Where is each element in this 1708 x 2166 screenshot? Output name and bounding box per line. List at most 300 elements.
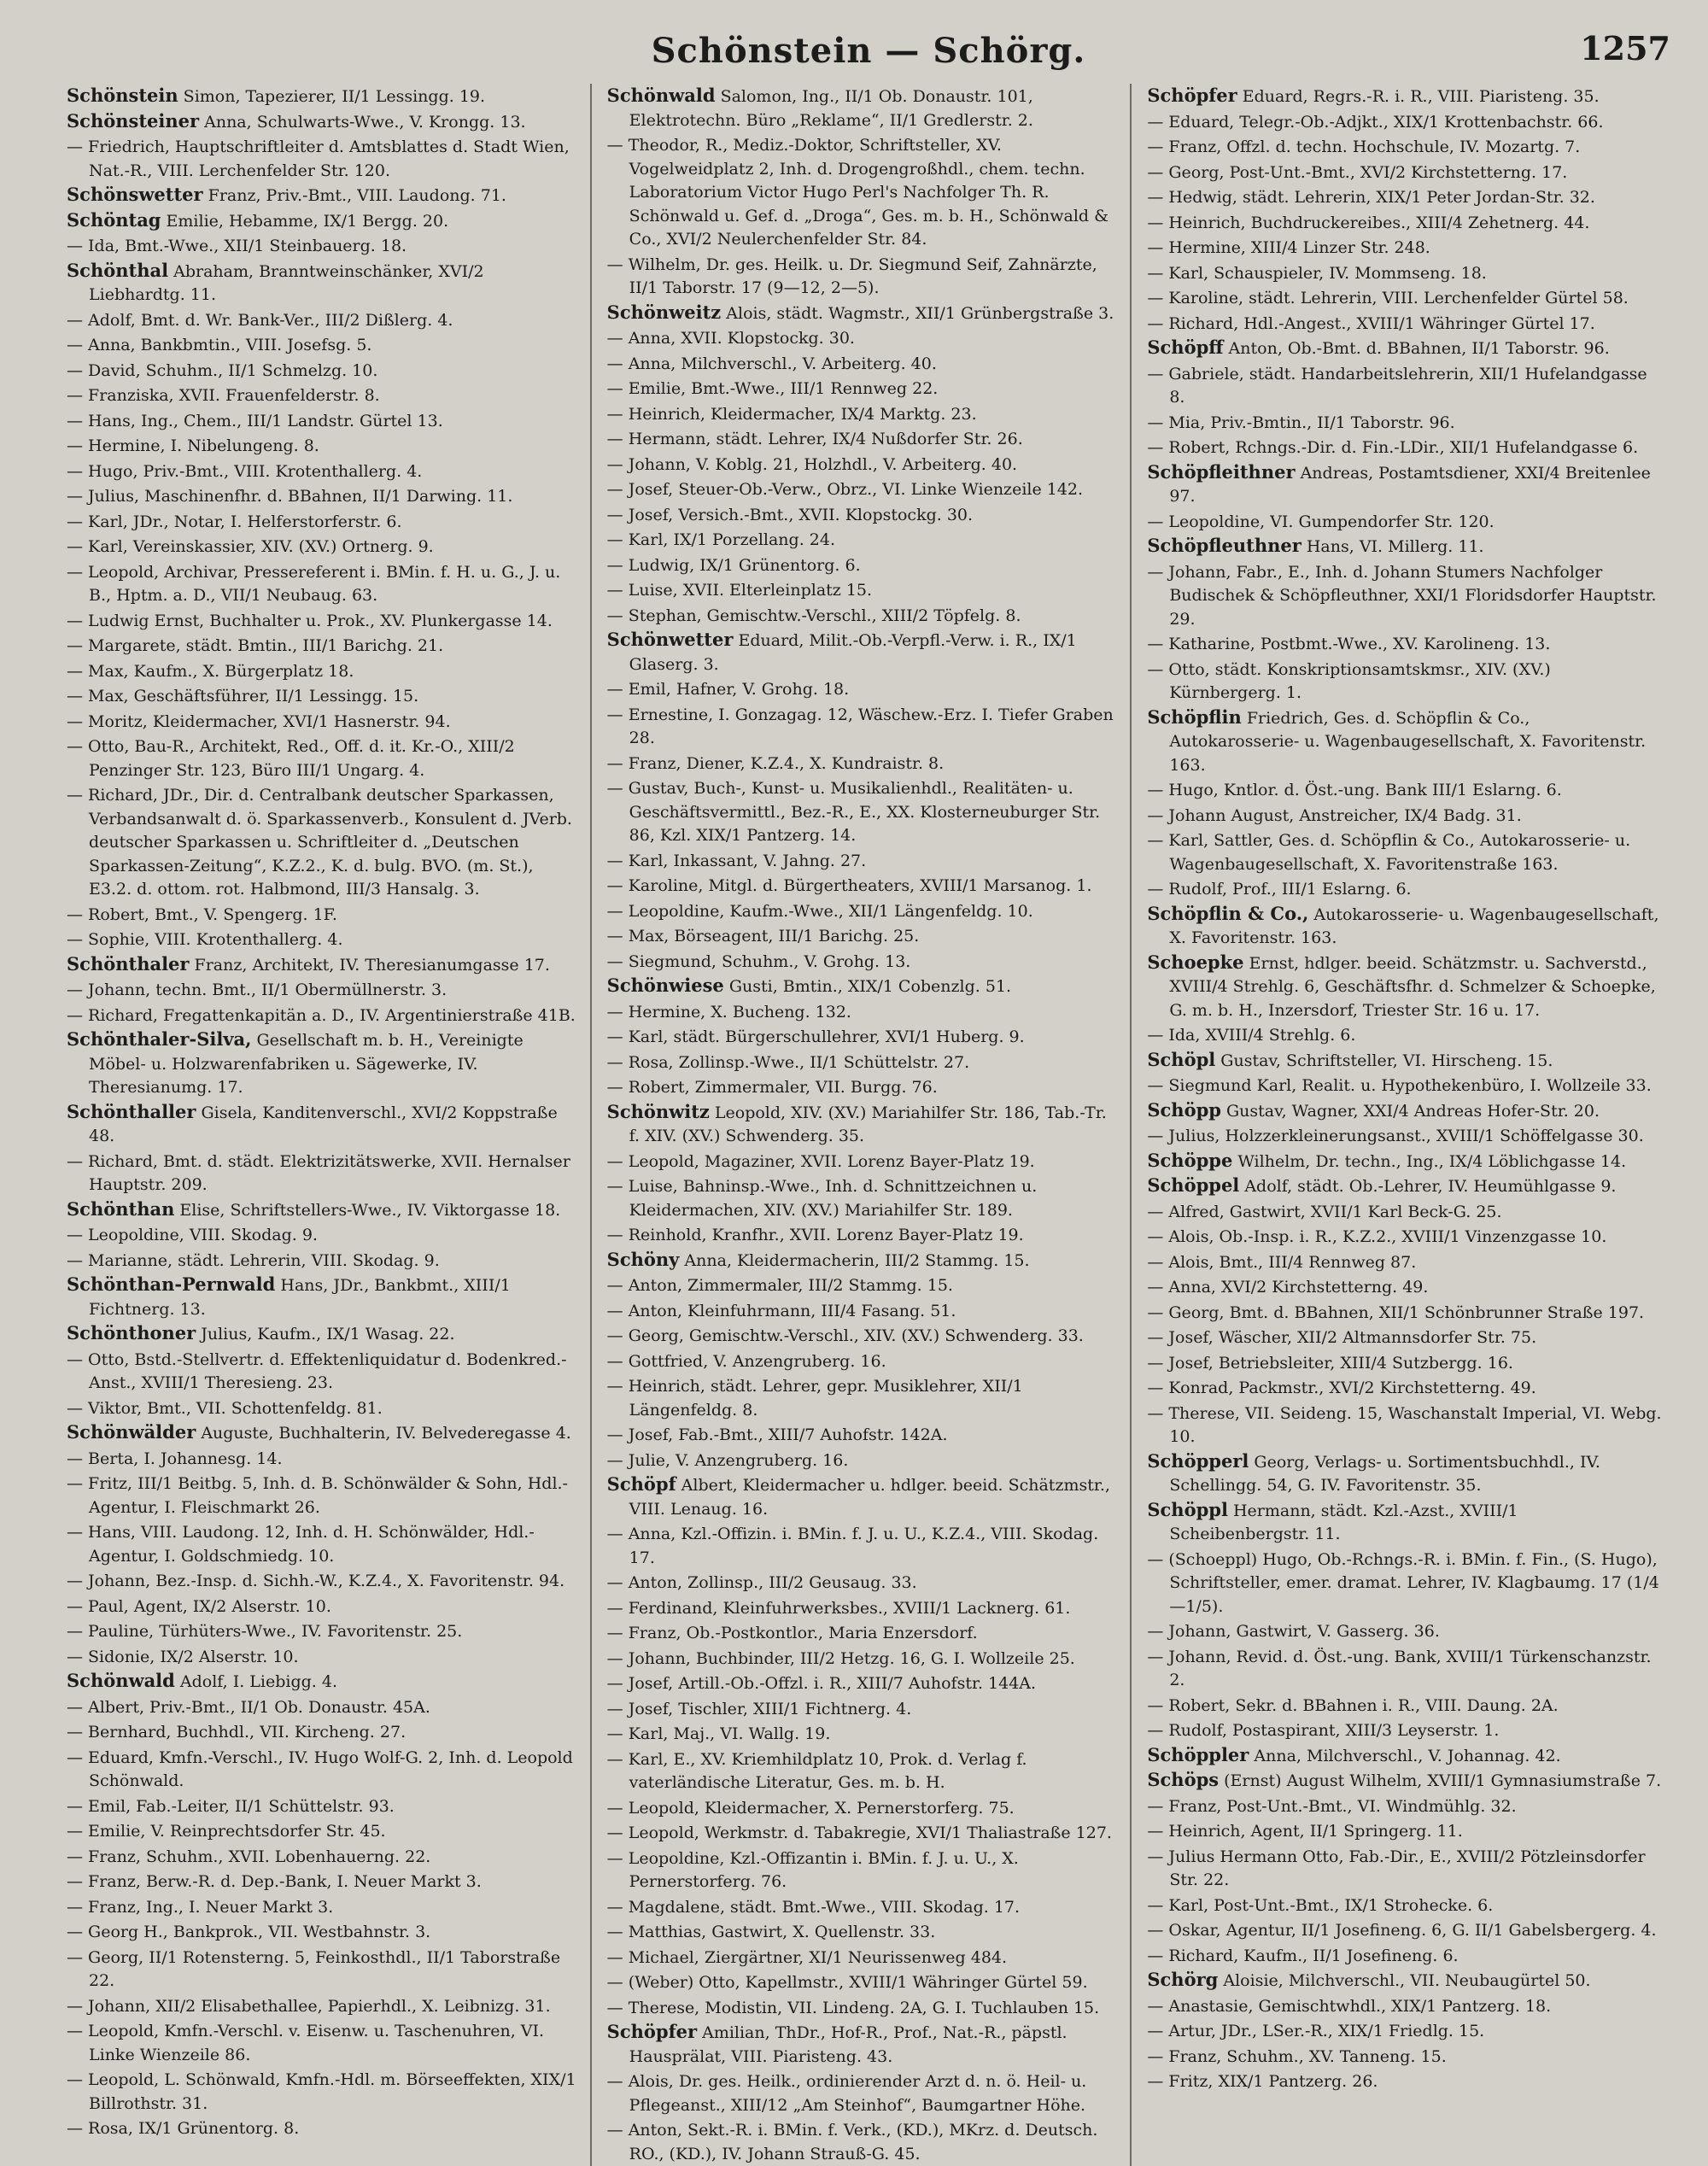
directory-entry <box>607 477 1122 502</box>
directory-entry <box>607 1323 1122 1349</box>
directory-entry <box>607 676 1122 702</box>
entry-text: — Leopold, Kleidermacher, X. Pernerstorferg. 75. <box>606 1798 1015 1818</box>
directory-entry <box>1147 435 1662 460</box>
directory-entry <box>607 401 1122 427</box>
directory-entry <box>1147 559 1662 632</box>
entry-text: — Fritz, XIX/1 Pantzerg. 26. <box>1147 2072 1378 2091</box>
directory-entry <box>1147 84 1662 109</box>
entry-text: — Leopold, L. Schönwald, Kmfn.-Hdl. m. Börseeffekten, XIX/1 Billrothstr. 31. <box>67 2070 576 2113</box>
directory-entry <box>607 999 1122 1025</box>
entry-text: — Robert, Sekr. d. BBahnen i. R., VIII. Daung. 2A. <box>1147 1695 1559 1715</box>
entry-text: — Karl, E., XV. Kriemhildplatz 10, Prok. d. Verlag f. vaterländische Literatur, Ges. m. b. H. <box>606 1749 1027 1792</box>
directory-entry <box>67 1794 582 1819</box>
entry-text: — (Weber) Otto, Kapellmstr., XVIII/1 Währinger Gürtel 59. <box>606 1973 1088 1992</box>
entry-text: Albert, Kleidermacher u. hdlger. beeid. Schätzmstr., VIII. Lenaug. 16. <box>629 1476 1110 1519</box>
directory-entry <box>1147 1375 1662 1401</box>
entry-text: — Paul, Agent, IX/2 Alserstr. 10. <box>67 1596 331 1616</box>
directory-column <box>607 84 1132 2166</box>
entry-text: Wilhelm, Dr. techn., Ing., IX/4 Löblichgasse 14. <box>1237 1151 1627 1171</box>
directory-entry <box>1147 1449 1662 1498</box>
directory-entry <box>1147 1224 1662 1250</box>
entry-text: — Friedrich, Hauptschriftleiter d. Amtsblattes d. Stadt Wien, Nat.-R., VIII. Lerchenfelder Str. 120. <box>67 138 570 180</box>
directory-entry <box>1147 1174 1662 1199</box>
entry-text: Ernst, hdlger. beeid. Schätzmstr. u. Sachverstd., XVIII/4 Strehlg. 6, Geschäftsfhr. d. Schmelzer & Schoepke, G. m. b. H., Inzersdorf, Triester Str. 16 u. 17. <box>1169 953 1656 1020</box>
directory-entry <box>1147 777 1662 803</box>
entry-text: — Luise, XVII. Elterleinplatz 15. <box>606 581 873 600</box>
entry-surname: Schönthaller <box>67 1100 196 1122</box>
entry-text: — Robert, Rchngs.-Dir. d. Fin.-LDir., XII/1 Hufelandgasse 6. <box>1147 438 1639 457</box>
directory-entry <box>1147 1350 1662 1376</box>
entry-text: — (Schoeppl) Hugo, Ob.-Rchngs.-R. i. BMin. f. Fin., (S. Hugo), Schriftsteller, emer. dramat. Lehrer, IV. Klagbaumg. 17 (1/4—1/5). <box>1147 1549 1659 1616</box>
entry-text: — Richard, Bmt. d. städt. Elektrizitätswerke, XVII. Hernalser Hauptstr. 209. <box>67 1151 570 1194</box>
entry-text: — Robert, Bmt., V. Spengerg. 1F. <box>67 904 337 924</box>
directory-entry <box>607 1945 1122 1970</box>
directory-entry <box>1147 902 1662 951</box>
entry-text: — Alois, Ob.-Insp. i. R., K.Z.2., XVIII/1 Vinzenzgasse 10. <box>1147 1227 1607 1246</box>
entry-text: — Ida, XVIII/4 Strehlg. 6. <box>1147 1026 1356 1045</box>
entry-text: — Anton, Zimmermaler, III/2 Stammg. 15. <box>606 1276 953 1295</box>
entry-text: — Otto, Bau-R., Architekt, Red., Off. d. it. Kr.-O., XIII/2 Penzinger Str. 123, Büro III/1 Ungarg. 4. <box>67 737 515 780</box>
entry-text: — Max, Börseagent, III/1 Barichg. 25. <box>606 927 920 945</box>
directory-entry <box>67 1745 582 1794</box>
entry-text: — Georg, II/1 Rotensterng. 5, Feinkosthdl., II/1 Taborstraße 22. <box>67 1947 561 1990</box>
directory-entry <box>67 534 582 559</box>
directory-entry <box>67 84 582 109</box>
entry-text: Julius, Kaufm., IX/1 Wasag. 22. <box>201 1325 455 1344</box>
directory-entry <box>1147 1199 1662 1225</box>
entry-surname: Schönweitz <box>606 301 722 323</box>
directory-entry <box>607 376 1122 401</box>
directory-entry <box>1147 336 1662 361</box>
directory-entry <box>607 1846 1122 1894</box>
entry-text: Auguste, Buchhalterin, IV. Belvederegasse 4. <box>201 1424 571 1443</box>
entry-text: — Max, Geschäftsführer, II/1 Lessingg. 15. <box>67 687 419 705</box>
directory-column <box>67 84 592 2166</box>
directory-entry <box>67 307 582 333</box>
entry-text: Andreas, Postamtsdiener, XXI/4 Breitenlee 97. <box>1169 463 1651 506</box>
directory-entry <box>67 509 582 535</box>
directory-entry <box>67 927 582 952</box>
directory-entry <box>1147 828 1662 876</box>
directory-entry <box>607 1620 1122 1646</box>
entry-text: — Siegmund, Schuhm., V. Grohg. 13. <box>606 951 911 971</box>
directory-entry <box>67 1420 582 1446</box>
entry-surname: Schörg <box>1147 1969 1219 1990</box>
entry-text: — Josef, Tischler, XIII/1 Fichtnerg. 4. <box>606 1699 912 1718</box>
entry-text: — Karl, Schauspieler, IV. Mommseng. 18. <box>1147 263 1487 283</box>
page-title: Schönstein — Schörg. <box>651 31 1086 71</box>
entry-surname: Schönsteiner <box>67 109 200 132</box>
directory-entry <box>607 603 1122 629</box>
entry-text: Gustav, Schriftsteller, VI. Hirscheng. 15. <box>1220 1051 1553 1070</box>
directory-entry <box>67 683 582 709</box>
directory-entry <box>67 608 582 634</box>
entry-text: — David, Schuhm., II/1 Schmelzg. 10. <box>67 360 378 380</box>
directory-entry <box>67 1100 582 1149</box>
directory-entry <box>1147 876 1662 902</box>
directory-entry <box>607 776 1122 848</box>
entry-text: — Hedwig, städt. Lehrerin, XIX/1 Peter Jordan-Str. 32. <box>1147 188 1595 207</box>
directory-entry <box>1147 1274 1662 1300</box>
directory-entry <box>607 1149 1122 1174</box>
directory-entry <box>67 1273 582 1321</box>
directory-entry <box>67 1471 582 1519</box>
entry-text: Gesellschaft m. b. H., Vereinigte Möbel- u. Holzwarenfabriken u. Sägewerke, IV. Theresianumg. 17. <box>89 1031 524 1097</box>
entry-text: — Sidonie, IX/2 Alserstr. 10. <box>67 1647 299 1666</box>
entry-text: — Leopold, Archivar, Pressereferent i. BMin. f. H. u. G., J. u. B., Hptm. a. D., VII/1 Neubaug. 63. <box>67 562 561 605</box>
directory-entry <box>1147 2044 1662 2069</box>
entry-text: Franz, Priv.-Bmt., VIII. Laudong. 71. <box>208 186 506 205</box>
directory-entry <box>1147 1022 1662 1048</box>
directory-entry <box>67 1321 582 1347</box>
directory-entry <box>67 1594 582 1619</box>
entry-text: — Berta, I. Johannesg. 14. <box>67 1449 283 1468</box>
directory-entry <box>1147 311 1662 337</box>
entry-text: — Ferdinand, Kleinfuhrwerksbes., XVIII/1 Lacknerg. 61. <box>606 1598 1071 1618</box>
directory-entry <box>607 1894 1122 1920</box>
directory-entry <box>1147 2018 1662 2044</box>
directory-entry <box>607 84 1122 132</box>
directory-entry <box>607 1422 1122 1448</box>
entry-text: — Franz, Post-Unt.-Bmt., VI. Windmühlg. 32. <box>1147 1796 1517 1816</box>
directory-entry <box>607 426 1122 452</box>
entry-text: — Otto, städt. Konskriptionsamtskmsr., XIV. (XV.) Kürnbergerg. 1. <box>1147 659 1551 702</box>
directory-entry <box>607 301 1122 326</box>
entry-surname: Schöppler <box>1147 1743 1249 1765</box>
entry-text: — Leopold, Werkmstr. d. Tabakregie, XVI/1 Thaliastraße 127. <box>606 1824 1112 1842</box>
entry-text: — Ernestine, I. Gonzagag. 12, Wäschew.-Erz. I. Tiefer Graben 28. <box>606 705 1114 747</box>
entry-text: (Ernst) August Wilhelm, XVIII/1 Gymnasiumstraße 7. <box>1224 1771 1662 1790</box>
page-header <box>67 24 1670 84</box>
directory-entry <box>1147 235 1662 261</box>
entry-text: — Rudolf, Prof., III/1 Eslarng. 6. <box>1147 880 1412 899</box>
directory-entry <box>1147 657 1662 705</box>
entry-text: — Alfred, Gastwirt, XVII/1 Karl Beck-G. 25. <box>1147 1202 1502 1221</box>
directory-entry <box>1147 1968 1662 1993</box>
directory-entry <box>1147 1073 1662 1098</box>
directory-entry <box>607 1174 1122 1222</box>
directory-entry <box>607 2117 1122 2166</box>
entry-text: — Karl, städt. Bürgerschullehrer, XVI/1 Huberg. 9. <box>606 1027 1025 1046</box>
entry-text: — Ida, Bmt.-Wwe., XII/1 Steinbauerg. 18. <box>67 237 407 255</box>
entry-text: — Julius, Holzzerkleinerungsanst., XVIII/1 Schöffelgasse 30. <box>1147 1127 1644 1145</box>
directory-entry <box>607 628 1122 676</box>
entry-text: — Rosa, Zollinsp.-Wwe., II/1 Schüttelstr. 27. <box>606 1052 970 1072</box>
directory-entry <box>67 383 582 408</box>
directory-entry <box>67 459 582 484</box>
entry-text: — Albert, Priv.-Bmt., II/1 Ob. Donaustr. 45A. <box>67 1697 430 1717</box>
entry-text: — Hans, Ing., Chem., III/1 Landstr. Gürtel 13. <box>67 411 443 430</box>
entry-text: — Leopoldine, Kzl.-Offizantin i. BMin. f. J. u. U., X. Pernerstorferg. 76. <box>606 1848 1019 1891</box>
entry-text: — Emilie, Bmt.-Wwe., III/1 Rennweg 22. <box>606 379 939 398</box>
entry-text: — Julius, Maschinenfhr. d. BBahnen, II/1 Darwing. 11. <box>67 487 513 506</box>
entry-text: — Otto, Bstd.-Stellvertr. d. Effektenliquidatur d. Bodenkred.-Anst., XVIII/1 Theresieng. 23. <box>67 1349 567 1392</box>
directory-entry <box>607 949 1122 975</box>
entry-text: — Johann, Revid. d. Öst.-ung. Bank, XVIII/1 Türkenschanzstr. 2. <box>1147 1647 1652 1689</box>
directory-entry <box>607 2020 1122 2069</box>
entry-surname: Schönwetter <box>606 629 734 650</box>
entry-surname: Schönthan <box>67 1197 175 1220</box>
entry-text: — Siegmund Karl, Realit. u. Hypothekenbüro, I. Wollzeile 33. <box>1147 1076 1652 1095</box>
entry-surname: Schöpf <box>606 1473 676 1495</box>
directory-entry <box>607 1570 1122 1595</box>
entry-surname: Schöpperl <box>1147 1449 1249 1472</box>
entry-text: — Emil, Hafner, V. Grohg. 18. <box>606 680 850 699</box>
directory-entry <box>67 1347 582 1396</box>
directory-entry <box>67 902 582 928</box>
directory-entry <box>1147 261 1662 286</box>
entry-text: Emilie, Hebamme, IX/1 Bergg. 20. <box>166 211 449 231</box>
entry-surname: Schönwald <box>67 1670 175 1691</box>
entry-surname: Schöpfleithner <box>1147 460 1296 483</box>
entry-text: — Richard, Kaufm., II/1 Josefineng. 6. <box>1147 1946 1459 1965</box>
entry-surname: Schöppl <box>1147 1498 1228 1520</box>
entry-text: — Anton, Zollinsp., III/2 Geusaug. 33. <box>606 1573 917 1592</box>
entry-surname: Schöpl <box>1147 1048 1216 1070</box>
directory-entry <box>67 408 582 434</box>
directory-entry <box>1147 1644 1662 1693</box>
entry-text: — Karl, Sattler, Ges. d. Schöpflin & Co., Autokarosserie- u. Wagenbaugesellschaft, X. Favoritenstraße 163. <box>1147 831 1631 874</box>
entry-text: — Hermine, I. Nibelungeng. 8. <box>67 436 319 455</box>
entry-text: — Franz, Ing., I. Neuer Markt 3. <box>67 1897 334 1917</box>
directory-entry <box>67 734 582 782</box>
entry-surname: Schöpff <box>1147 337 1224 358</box>
directory-entry <box>1147 1943 1662 1969</box>
directory-entry <box>607 1248 1122 1273</box>
entry-text: Simon, Tapezierer, II/1 Lessingg. 19. <box>183 87 486 106</box>
entry-text: — Theodor, R., Mediz.-Doktor, Schriftsteller, XV. Vogelweidplatz 2, Inh. d. Drogengroßhdl., chem. techn. Laboratorium Victor Hugo Perl's Nachfolger Th. R. Schönwald u. Gef. d. „Droga“, Ges. m. b. H., Schönwald & Co., XVI/2 Neulerchenfelder Str. 84. <box>606 136 1109 249</box>
directory-entry <box>1147 210 1662 236</box>
entry-text: — Karl, IX/1 Porzellang. 24. <box>606 530 835 549</box>
entry-text: — Johann, Fabr., E., Inh. d. Johann Stumers Nachfolger Budischek & Schöpfleuthner, XXI/1 Floridsdorfer Hauptstr. 29. <box>1147 562 1657 629</box>
directory-entry <box>1147 184 1662 210</box>
entry-text: — Alois, Dr. ges. Heilk., ordinierender Arzt d. n. ö. Heil- u. Pflegeanst., XIII/12 „Am Steinhof“, Baumgartner Höhe. <box>606 2072 1087 2115</box>
entry-text: — Georg, Gemischtw.-Verschl., XIV. (XV.) Schwenderg. 33. <box>606 1326 1084 1345</box>
directory-entry <box>1147 160 1662 185</box>
directory-entry <box>67 1446 582 1472</box>
entry-text: — Johann, XII/2 Elisabethallee, Papierhdl., X. Leibnizg. 31. <box>67 1996 551 2016</box>
entry-surname: Schönthan-Pernwald <box>67 1273 276 1295</box>
entry-surname: Schöppe <box>1147 1149 1233 1171</box>
directory-entry <box>67 659 582 684</box>
entry-text: — Josef, Wäscher, XII/2 Altmannsdorfer Str. 75. <box>1147 1328 1537 1347</box>
entry-text: — Matthias, Gastwirt, X. Quellenstr. 33. <box>606 1923 936 1941</box>
directory-entry <box>1147 534 1662 559</box>
entry-text: — Rudolf, Postaspirant, XIII/3 Leyserstr. 1. <box>1147 1721 1500 1740</box>
directory-entry <box>67 1248 582 1273</box>
entry-text: Aloisie, Milchverschl., VII. Neubaugürtel 50. <box>1223 1971 1591 1990</box>
entry-text: Anton, Ob.-Bmt. d. BBahnen, II/1 Taborstr. 96. <box>1228 339 1610 358</box>
directory-entry <box>1147 460 1662 509</box>
entry-text: — Franz, Offzl. d. techn. Hochschule, IV. Mozartg. 7. <box>1147 138 1581 156</box>
entry-text: — Max, Kaufm., X. Bürgerplatz 18. <box>67 661 354 681</box>
directory-entry <box>67 1149 582 1197</box>
entry-text: Salomon, Ing., II/1 Ob. Donaustr. 101, Elektrotechn. Büro „Reklame“, II/1 Gredlerstr. 2. <box>629 87 1033 130</box>
entry-text: — Johann August, Anstreicher, IX/4 Badg. 31. <box>1147 805 1522 825</box>
entry-text: — Hermine, XIII/4 Linzer Str. 248. <box>1147 238 1430 257</box>
entry-surname: Schöpflin & Co., <box>1147 902 1309 924</box>
entry-text: — Richard, Hdl.-Angest., XVIII/1 Währinger Gürtel 17. <box>1147 313 1595 333</box>
entry-text: — Heinrich, Kleidermacher, IX/4 Marktg. 23. <box>606 404 977 424</box>
directory-entry <box>607 1024 1122 1050</box>
entry-text: — Anton, Sekt.-R. i. BMin. f. Verk., (KD.), MKrz. d. Deutsch. RO., (KD.), IV. Johann Strauß-G. 45. <box>606 2121 1098 2163</box>
entry-text: Hans, VI. Millerg. 11. <box>1306 537 1484 556</box>
entry-text: — Johann, techn. Bmt., II/1 Obermüllnerstr. 3. <box>67 981 447 999</box>
directory-entry <box>607 1349 1122 1374</box>
entry-text: Franz, Architekt, IV. Theresianumgasse 17. <box>194 955 550 975</box>
entry-text: — Richard, Fregattenkapitän a. D., IV. Argentinierstraße 41B. <box>67 1005 576 1025</box>
entry-text: — Karoline, Mitgl. d. Bürgertheaters, XVIII/1 Marsanog. 1. <box>606 876 1092 895</box>
entry-text: — Anna, Kzl.-Offizin. i. BMin. f. J. u. U., K.Z.4., VIII. Skodag. 17. <box>606 1525 1099 1567</box>
directory-entry <box>67 259 582 307</box>
directory-entry <box>1147 1768 1662 1794</box>
entry-text: — Therese, VII. Seideng. 15, Waschanstalt Imperial, VI. Webg. 10. <box>1147 1403 1662 1446</box>
directory-entry <box>67 559 582 608</box>
entry-text: — Franziska, XVII. Frauenfelderstr. 8. <box>67 386 380 405</box>
entry-surname: Schoepke <box>1147 951 1244 973</box>
directory-entry <box>1147 803 1662 828</box>
directory-entry <box>67 1894 582 1920</box>
directory-entry <box>607 252 1122 301</box>
directory-entry <box>67 233 582 259</box>
directory-column <box>1147 84 1670 2166</box>
directory-entry <box>1147 951 1662 1023</box>
directory-entry <box>607 1795 1122 1821</box>
entry-text: — Reinhold, Kranfhr., XVII. Lorenz Bayer-Platz 19. <box>606 1226 1024 1244</box>
entry-text: — Josef, Artill.-Ob.-Offzl. i. R., XIII/7 Auhofstr. 144A. <box>606 1674 1037 1693</box>
entry-text: — Josef, Fab.-Bmt., XIII/7 Auhofstr. 142A. <box>606 1425 948 1444</box>
directory-entry <box>607 751 1122 776</box>
entry-text: Abraham, Branntweinschänker, XVI/2 Liebhardtg. 11. <box>89 261 484 304</box>
entry-text: — Johann, V. Koblg. 21, Holzhdl., V. Arbeiterg. 40. <box>606 454 1018 474</box>
directory-entry <box>1147 509 1662 535</box>
entry-surname: Schönthal <box>67 259 169 281</box>
entry-text: — Josef, Steuer-Ob.-Verw., Obrz., VI. Linke Wienzeile 142. <box>606 480 1084 499</box>
entry-text: Hermann, städt. Kzl.-Azst., XVIII/1 Scheibenbergstr. 11. <box>1169 1501 1518 1543</box>
entry-text: — Franz, Ob.-Postkontlor., Maria Enzersdorf. <box>606 1624 978 1642</box>
directory-entry <box>1147 1619 1662 1644</box>
directory-entry <box>607 1373 1122 1422</box>
directory-entry <box>67 1619 582 1644</box>
directory-entry <box>67 1695 582 1720</box>
entry-surname: Schöppel <box>1147 1174 1240 1196</box>
entry-text: Amilian, ThDr., Hof-R., Prof., Nat.-R., päpstl. Hausprälat, VIII. Piaristeng. 43. <box>629 2023 1068 2066</box>
entry-text: Adolf, I. Liebigg. 4. <box>179 1672 338 1691</box>
entry-text: — Mia, Priv.-Bmtin., II/1 Taborstr. 96. <box>1147 413 1455 432</box>
entry-text: — Pauline, Türhüters-Wwe., IV. Favoritenstr. 25. <box>67 1622 463 1641</box>
entry-text: Georg, Verlags- u. Sortimentsbuchhdl., IV. Schellingg. 54, G. IV. Favoritenstr. 35. <box>1169 1452 1600 1495</box>
directory-entry <box>67 1027 582 1100</box>
entry-text: — Leopoldine, VI. Gumpendorfer Str. 120. <box>1147 512 1494 531</box>
entry-text: — Ludwig, IX/1 Grünentorg. 6. <box>606 555 861 575</box>
entry-text: — Leopold, Kmfn.-Verschl. v. Eisenw. u. Taschenuhren, VI. Linke Wienzeile 86. <box>67 2022 545 2064</box>
entry-surname: Schönthaler-Silva, <box>67 1028 252 1050</box>
entry-text: — Anna, Bankbmtin., VIII. Josefsg. 5. <box>67 336 372 354</box>
entry-text: Alois, städt. Wagmstr., XII/1 Grünbergstraße 3. <box>726 303 1114 323</box>
entry-text: — Moritz, Kleidermacher, XVI/1 Hasnerstr. 94. <box>67 711 451 731</box>
directory-entry <box>607 527 1122 553</box>
directory-entry <box>67 2116 582 2141</box>
entry-text: — Sophie, VIII. Krotenthallerg. 4. <box>67 930 343 949</box>
entry-text: — Hermann, städt. Lehrer, IX/4 Nußdorfer Str. 26. <box>606 430 1023 448</box>
entry-text: — Anastasie, Gemischtwhdl., XIX/1 Pantzerg. 18. <box>1147 1996 1552 2016</box>
directory-entry <box>1147 109 1662 135</box>
entry-text: — Robert, Zimmermaler, VII. Burgg. 76. <box>606 1078 938 1097</box>
entry-text: — Leopoldine, Kaufm.-Wwe., XII/1 Längenfeldg. 10. <box>606 901 1033 921</box>
directory-entry <box>67 709 582 735</box>
directory-entry <box>67 109 582 135</box>
directory-entry <box>67 183 582 208</box>
entry-surname: Schönwälder <box>67 1421 196 1443</box>
directory-entry <box>67 1519 582 1568</box>
directory-entry <box>67 1844 582 1870</box>
directory-entry <box>607 1521 1122 1570</box>
entry-text: — Leopoldine, VIII. Skodag. 9. <box>67 1226 318 1244</box>
entry-text: — Hans, VIII. Laudong. 12, Inh. d. H. Schönwälder, Hdl.-Agentur, I. Goldschmiedg. 10. <box>67 1523 535 1566</box>
entry-surname: Schöpfer <box>606 2021 698 2042</box>
directory-entry <box>67 1197 582 1223</box>
directory-entry <box>67 134 582 183</box>
entry-text: — Artur, JDr., LSer.-R., XIX/1 Friedlg. 15. <box>1147 2022 1485 2040</box>
entry-text: — Georg, Bmt. d. BBahnen, XII/1 Schönbrunner Straße 197. <box>1147 1303 1645 1322</box>
entry-text: — Michael, Ziergärtner, XI/1 Neurissenweg 484. <box>606 1947 1008 1967</box>
entry-text: — Georg H., Bankprok., VII. Westbahnstr. 3. <box>67 1923 431 1941</box>
entry-text: — Leopold, Magaziner, XVII. Lorenz Bayer-Platz 19. <box>606 1151 1035 1171</box>
entry-surname: Schöntag <box>67 208 161 231</box>
entry-text: Anna, Schulwarts-Wwe., V. Krongg. 13. <box>204 112 526 132</box>
directory-entry <box>67 1669 582 1695</box>
entry-text: Eduard, Milit.-Ob.-Verpfl.-Verw. i. R., IX/1 Glaserg. 3. <box>629 631 1077 674</box>
entry-text: — Franz, Schuhm., XVII. Lobenhauerng. 22. <box>67 1847 431 1866</box>
directory-entry <box>67 1818 582 1844</box>
directory-entry <box>607 848 1122 874</box>
directory-entry <box>1147 134 1662 160</box>
entry-surname: Schöpp <box>1147 1098 1221 1121</box>
entry-text: — Anna, Milchverschl., V. Arbeiterg. 40. <box>606 354 937 373</box>
directory-entry <box>1147 1794 1662 1819</box>
entry-text: — Anna, XVII. Klopstockg. 30. <box>606 329 855 348</box>
directory-entry <box>607 2069 1122 2117</box>
entry-text: — Wilhelm, Dr. ges. Heilk. u. Dr. Siegmund Seif, Zahnärzte, II/1 Taborstr. 17 (9—12, 2—5). <box>606 255 1097 297</box>
entry-text: — Karl, Vereinskassier, XIV. (XV.) Ortnerg. 9. <box>67 537 434 556</box>
directory-entry <box>67 1396 582 1421</box>
directory-entry <box>67 483 582 509</box>
directory-entry <box>607 1696 1122 1722</box>
entry-text: Autokarosserie- u. Wagenbaugesellschaft, X. Favoritenstr. 163. <box>1169 904 1659 947</box>
entry-text: — Karl, Maj., VI. Wallg. 19. <box>606 1724 831 1743</box>
directory-entry <box>607 899 1122 924</box>
directory-entry <box>1147 1098 1662 1124</box>
directory-entry <box>1147 1048 1662 1074</box>
directory-entry <box>607 1995 1122 2021</box>
directory-entry <box>1147 1325 1662 1350</box>
directory-entry <box>607 873 1122 899</box>
directory-entry <box>1147 1498 1662 1547</box>
directory-entry <box>607 1919 1122 1945</box>
directory-entry <box>1147 1743 1662 1769</box>
entry-text: Gustav, Wagner, XXI/4 Andreas Hofer-Str. 20. <box>1226 1101 1600 1121</box>
entry-surname: Schöpfleuthner <box>1147 535 1301 556</box>
directory-entry <box>1147 2069 1662 2094</box>
entry-text: — Karl, Post-Unt.-Bmt., IX/1 Strohecke. 6. <box>1147 1895 1494 1915</box>
entry-text: — Luise, Bahninsp.-Wwe., Inh. d. Schnittzeichnen u. Kleidermachen, XIV. (XV.) Mariahilfer Str. 189. <box>606 1177 1038 1220</box>
entry-text: — Franz, Schuhm., XV. Tanneng. 15. <box>1147 2046 1447 2066</box>
directory-entry <box>1147 1993 1662 2019</box>
directory-entry <box>607 132 1122 252</box>
entry-text: — Gabriele, städt. Handarbeitslehrerin, XII/1 Hufelandgasse 8. <box>1147 364 1647 407</box>
entry-text: — Georg, Post-Unt.-Bmt., XVI/2 Kirchstetterng. 17. <box>1147 162 1568 182</box>
directory-entry <box>607 1100 1122 1149</box>
